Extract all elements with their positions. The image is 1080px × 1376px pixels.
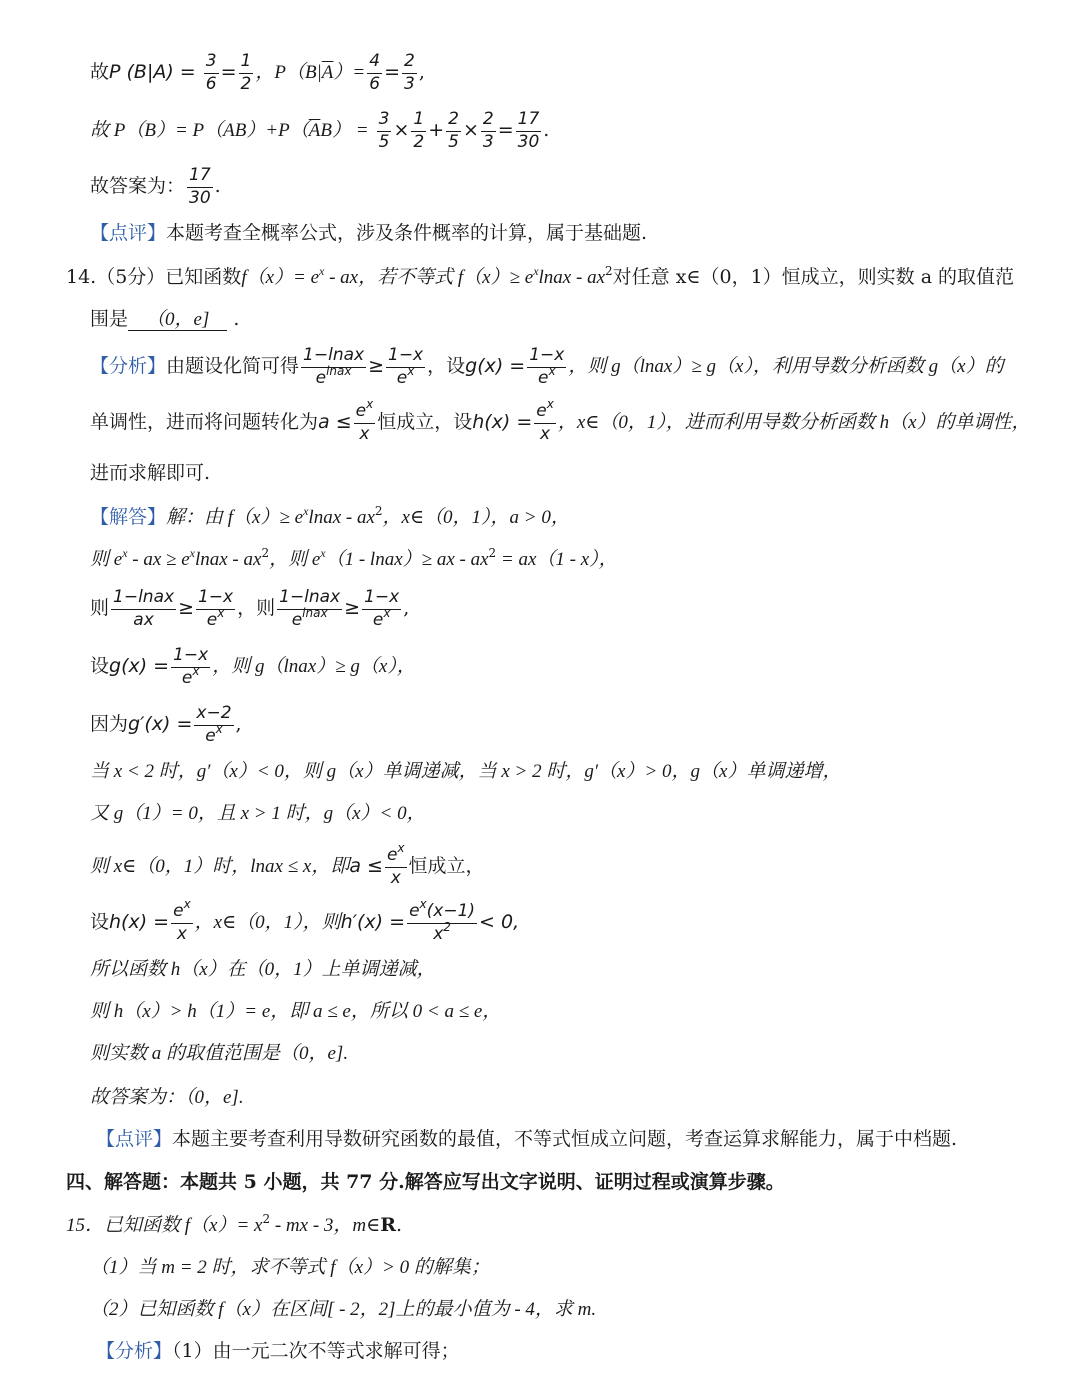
math-sup: x — [319, 264, 325, 278]
text: , — [235, 713, 242, 736]
den-sup: 2 — [443, 919, 451, 934]
question-14 — [66, 264, 1015, 288]
text: 当 x < 2 时，g′（x）< 0，则 g（x）单调递减，当 x > 2 时，g′（x）> 0，g（x）单调递增， — [90, 761, 842, 782]
solution-line-13 — [90, 1088, 244, 1107]
numerator — [534, 397, 556, 422]
text: 恒成立，设 — [377, 411, 473, 434]
numerator: 17 — [189, 165, 211, 185]
text: 设 — [90, 655, 110, 678]
den-base: e — [396, 367, 408, 388]
den-base: e — [538, 367, 549, 388]
num-rest: (x−1) — [426, 901, 476, 921]
math-sup: x — [533, 264, 539, 278]
analysis-tag: 【分析】 — [90, 355, 167, 378]
math: 15．已知函数 f（x）= x — [66, 1215, 263, 1236]
text: 由题设化简可得 — [166, 355, 300, 378]
math: B） = — [320, 120, 369, 142]
numerator: 17 — [517, 109, 540, 129]
question-15-part-2 — [90, 1300, 596, 1319]
text: ，则 g（lnax）≥ g（x）， — [212, 656, 416, 678]
math: - ax，若不等式 f（x）≥ e — [324, 267, 534, 288]
text: 所以函数 h（x）在（0，1）上单调递减， — [90, 959, 436, 980]
math: = ax（1 - x）， — [496, 549, 618, 570]
analysis-line-2 — [90, 397, 1031, 444]
comment-14 — [96, 1130, 957, 1149]
denominator — [290, 605, 330, 631]
text: 本题主要考查利用导数研究函数的最值，不等式恒成立问题，考查运算求解能力，属于中档题. — [172, 1128, 958, 1150]
math: × — [393, 119, 410, 142]
den-sup: x — [407, 363, 415, 378]
solution-line-6 — [90, 762, 841, 781]
text: 设 — [90, 911, 110, 934]
fraction — [481, 110, 496, 152]
text: , — [418, 61, 425, 84]
text: 对任意 x∈（0，1）恒成立，则实数 a 的取值范 — [612, 266, 1015, 288]
text: 故答案为： — [90, 175, 186, 198]
math-sup: x — [189, 546, 195, 560]
section-title: 四、解答题：本题共 5 小题，共 77 分.解答应写出文字说明、证明过程或演算步骤。 — [66, 1171, 785, 1193]
text: 则 x∈（0，1）时，lnax ≤ x，即 — [90, 856, 350, 878]
solution-line-9 — [90, 897, 520, 944]
math: × — [462, 119, 479, 142]
denominator: 30 — [517, 131, 540, 152]
fraction — [171, 897, 193, 944]
text: 则实数 a 的取值范围是（0，e]. — [90, 1043, 349, 1064]
den-base: e — [205, 725, 216, 746]
fraction — [354, 397, 376, 444]
text: . — [543, 119, 550, 142]
denominator — [180, 663, 202, 689]
text: 又 g（1）= 0，且 x > 1 时，g（x）< 0， — [90, 803, 426, 824]
math-overline: $\overline{A}$ — [321, 62, 334, 84]
text: ，设 — [427, 355, 466, 378]
numerator — [385, 841, 407, 866]
text: . — [396, 1214, 403, 1236]
den-base: e — [291, 609, 303, 630]
text: , — [403, 597, 410, 620]
math: g′(x) = — [128, 713, 193, 736]
den-sup: x — [215, 721, 223, 736]
math: lnax - ax — [308, 507, 375, 528]
analysis-line-3 — [90, 464, 210, 483]
numerator: 1 — [240, 51, 252, 71]
solution-line-4 — [90, 646, 416, 688]
fraction — [527, 346, 566, 388]
text: （2）已知函数 f（x）在区间[ - 2，2]上的最小值为 - 4，求 m. — [90, 1299, 597, 1320]
den-sup: x — [383, 605, 391, 620]
text: 故答案为：（0，e]. — [90, 1087, 244, 1108]
math: ≥ — [344, 597, 361, 620]
solution-line-10 — [90, 960, 436, 979]
math: a ≤ — [318, 411, 352, 434]
math: ≥ — [178, 597, 194, 620]
math-sup: 2 — [488, 546, 497, 560]
num-base: e — [536, 401, 547, 421]
numerator — [407, 897, 477, 922]
num-base: e — [409, 901, 420, 921]
fraction — [111, 588, 176, 630]
line-answer-13 — [90, 166, 221, 208]
text: ，则 g（lnax）≥ g（x），利用导数分析函数 g（x）的 — [568, 356, 1004, 378]
denominator — [203, 721, 225, 747]
den-base: e — [315, 367, 327, 388]
fraction — [402, 52, 417, 94]
answer-blank: （0，e] — [128, 310, 227, 331]
denominator: 6 — [369, 73, 381, 94]
text: . — [214, 175, 221, 198]
text: 故 — [90, 61, 110, 84]
numerator: 2 — [482, 109, 494, 129]
analysis-tag: 【分析】 — [96, 1340, 173, 1362]
numerator — [171, 897, 193, 922]
fraction — [239, 52, 254, 94]
numerator: 2 — [403, 51, 415, 71]
math-sup: 2 — [262, 1212, 271, 1226]
num-sup: x — [546, 397, 554, 411]
num-sup: x — [183, 897, 191, 911]
math: = — [220, 61, 237, 84]
text: . — [233, 308, 240, 330]
math: g(x) = — [465, 355, 526, 378]
numerator: 1−x — [197, 587, 234, 607]
numerator: 1−x — [388, 345, 424, 365]
denominator — [536, 363, 558, 389]
math: P (B|A) = — [109, 61, 196, 84]
denominator — [371, 605, 393, 631]
num-sup: x — [397, 841, 405, 855]
fraction — [516, 110, 542, 152]
analysis-line-1 — [90, 346, 1004, 388]
text: 恒成立， — [408, 855, 485, 878]
math: ≥ — [368, 355, 384, 378]
math-sup: x — [303, 504, 309, 518]
num-base: e — [386, 845, 398, 865]
text: （1）由一元二次不等式求解可得； — [172, 1340, 460, 1362]
fraction — [367, 52, 382, 94]
numerator: 1−x — [364, 587, 400, 607]
num-base: e — [355, 401, 367, 421]
den-sup: lnax — [326, 363, 352, 378]
fraction — [411, 110, 426, 152]
question-15-analysis — [96, 1342, 460, 1361]
math-sup: 2 — [605, 264, 613, 278]
text: ，则 — [237, 597, 276, 620]
text: 则 — [90, 597, 110, 620]
text: ，x∈（0，1），进而利用导数分析函数 h（x）的单调性， — [557, 412, 1031, 434]
comment-tag: 【点评】 — [90, 222, 167, 244]
math-set: R — [380, 1214, 397, 1236]
denominator — [205, 605, 227, 631]
den-sup: x — [548, 363, 556, 378]
fraction — [534, 397, 556, 444]
math: ）= — [333, 62, 366, 84]
math: f（x）= e — [241, 267, 320, 288]
text: 则 h（x）> h（1）= e，即 a ≤ e，所以 0 < a ≤ e， — [90, 1001, 502, 1022]
numerator: 1−lnax — [113, 587, 175, 607]
math: - ax ≥ e — [127, 549, 190, 570]
fraction — [277, 588, 342, 630]
math: ，x∈（0，1），a > 0， — [382, 507, 570, 528]
fraction — [362, 588, 401, 630]
denominator: 6 — [205, 73, 217, 94]
solution-line-8 — [90, 841, 485, 888]
den-base: e — [372, 609, 384, 630]
solution-line-1 — [90, 504, 570, 528]
math: g(x) = — [109, 655, 170, 678]
math: h(x) = — [109, 911, 170, 934]
den-sup: x — [217, 605, 225, 620]
math: ，P（B| — [255, 62, 322, 84]
math: + — [428, 119, 445, 142]
math-sup: 2 — [374, 504, 383, 518]
numerator: 3 — [205, 51, 217, 71]
fraction — [187, 166, 213, 208]
math: 故 P（B）= P（AB）+P（ — [90, 120, 309, 142]
solution-line-2 — [90, 546, 618, 570]
denominator: x — [359, 423, 370, 444]
math-sup: x — [320, 546, 326, 560]
solution-tag: 【解答】 — [90, 506, 167, 528]
solution-line-5 — [90, 704, 242, 746]
text: （1）当 m = 2 时，求不等式 f（x）> 0 的解集； — [90, 1257, 490, 1278]
numerator: 2 — [448, 109, 459, 129]
num-sup: x — [366, 397, 374, 411]
question-14-answer — [90, 310, 239, 331]
math: （1 - lnax）≥ ax - ax — [325, 549, 489, 570]
section-heading-4 — [66, 1173, 785, 1192]
den-base: e — [206, 609, 218, 630]
numerator: 1−lnax — [279, 587, 341, 607]
fraction — [301, 346, 366, 388]
denominator: 5 — [448, 131, 459, 152]
text: 14.（5分）已知函数 — [66, 266, 242, 288]
denominator — [395, 363, 417, 389]
denominator: 30 — [189, 187, 211, 208]
math: 则 e — [90, 549, 123, 570]
numerator: 1−x — [529, 345, 565, 365]
text: 因为 — [90, 713, 129, 736]
denominator: x — [390, 867, 401, 888]
fraction — [386, 346, 425, 388]
fraction — [377, 110, 392, 152]
numerator: x−2 — [196, 703, 232, 723]
denominator: x — [540, 423, 551, 444]
den-base: e — [181, 667, 193, 688]
numerator: 4 — [369, 51, 381, 71]
fraction — [194, 704, 233, 746]
den-sup: lnax — [302, 605, 328, 620]
math: h′(x) = — [340, 911, 406, 934]
solution-line-3 — [90, 588, 409, 630]
line-total-prob — [90, 110, 549, 152]
denominator — [431, 919, 453, 945]
num-base: e — [173, 901, 184, 921]
solution-line-7 — [90, 804, 426, 823]
math: ，则 e — [269, 549, 321, 570]
math: 解：由 f（x）≥ e — [166, 507, 304, 528]
fraction — [204, 52, 219, 94]
fraction — [171, 646, 210, 688]
comment-tag: 【点评】 — [96, 1128, 173, 1150]
fraction — [446, 110, 461, 152]
math: a ≤ — [349, 855, 383, 878]
den-base: x — [433, 923, 444, 944]
numerator: 1−x — [173, 645, 209, 665]
denominator: 2 — [240, 73, 252, 94]
math: = — [497, 119, 514, 142]
math: h(x) = — [472, 411, 533, 434]
math: = — [384, 61, 400, 84]
line-conditional-prob — [90, 52, 425, 94]
num-sup: x — [419, 897, 427, 911]
math: lnax - ax — [538, 267, 606, 288]
text: 围是 — [90, 308, 129, 330]
denominator — [314, 363, 354, 389]
question-15-part-1 — [90, 1258, 490, 1277]
denominator: 3 — [403, 73, 415, 94]
denominator: x — [176, 923, 187, 944]
text: 单调性，进而将问题转化为 — [90, 411, 319, 434]
math-sup: x — [122, 546, 128, 560]
question-15 — [66, 1212, 403, 1236]
numerator — [354, 397, 376, 422]
fraction — [196, 588, 235, 630]
denominator: ax — [133, 609, 154, 630]
solution-line-12 — [90, 1044, 348, 1063]
numerator: 1 — [413, 109, 425, 129]
text: 进而求解即可. — [90, 462, 211, 484]
denominator: 3 — [482, 131, 494, 152]
math: lnax - ax — [194, 549, 262, 570]
denominator: 2 — [413, 131, 425, 152]
text: ，x∈（0，1），则 — [194, 912, 341, 934]
den-sup: x — [192, 663, 200, 678]
fraction — [385, 841, 407, 888]
line-comment-13 — [90, 224, 647, 243]
fraction — [407, 897, 477, 944]
solution-line-11 — [90, 1002, 501, 1021]
text: 本题考查全概率公式，涉及条件概率的计算，属于基础题. — [166, 222, 648, 244]
math-overline: $\overline{A}$ — [308, 120, 321, 142]
numerator: 3 — [378, 109, 390, 129]
math-sup: 2 — [261, 546, 270, 560]
math: < 0, — [479, 911, 520, 934]
numerator: 1−lnax — [303, 345, 365, 365]
math: - mx - 3，m∈ — [270, 1215, 381, 1236]
denominator: 5 — [378, 131, 390, 152]
